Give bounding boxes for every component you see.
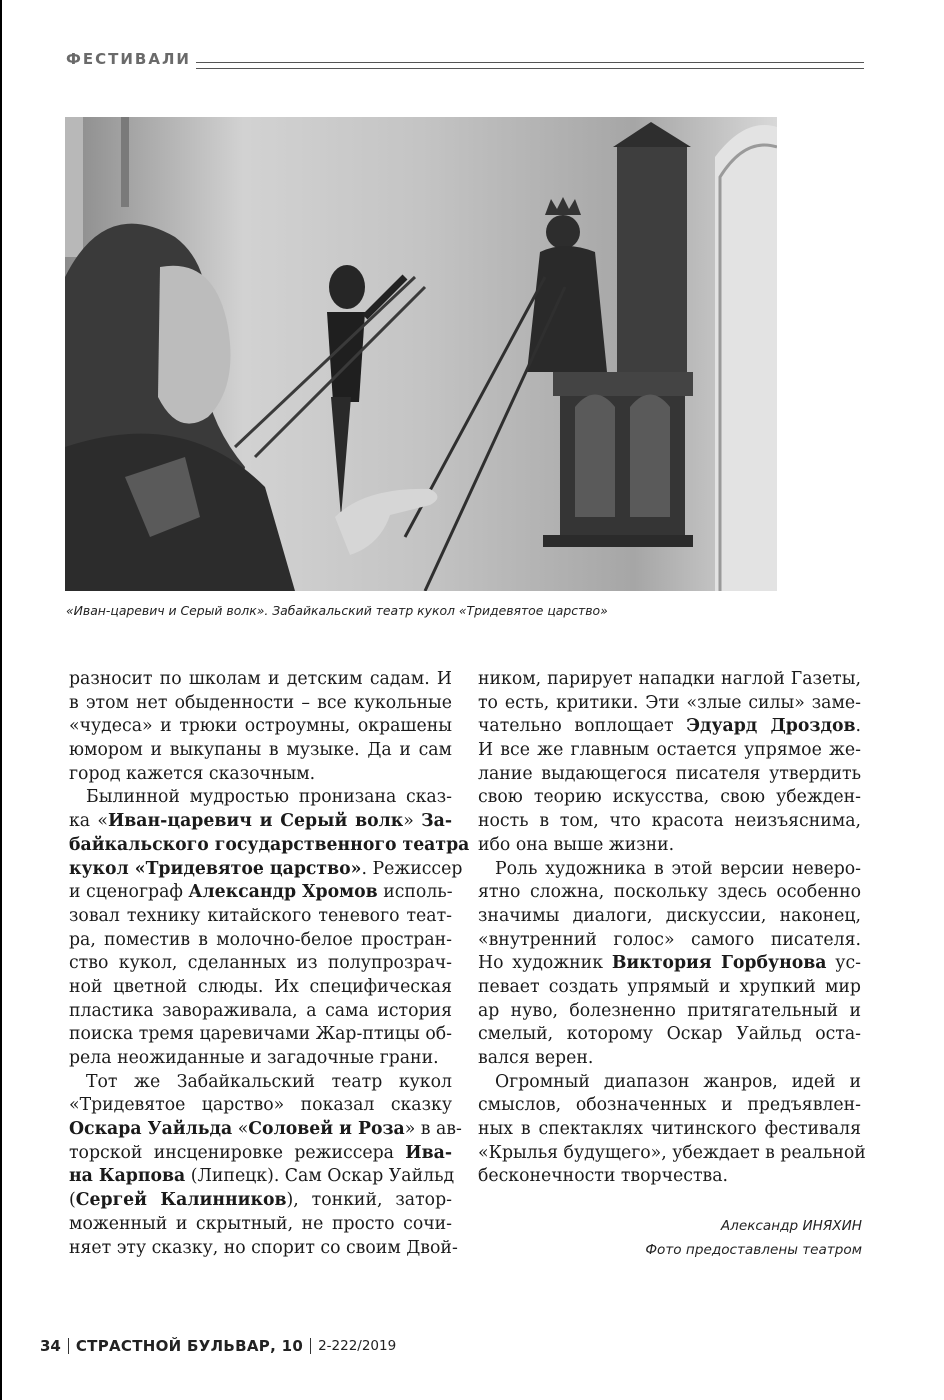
- text-segment: ником, парирует нападки наглой Газеты,: [478, 669, 861, 689]
- text-segment: юмором и выкупаны в музыке. Да и сам: [69, 740, 452, 761]
- bold-segment: Сергей Калинников: [75, 1190, 287, 1211]
- bold-segment: Виктория Горбунова: [611, 953, 827, 974]
- text-line: [69, 1189, 452, 1213]
- text-segment: ус-: [826, 953, 861, 974]
- text-line: [69, 1237, 458, 1261]
- photo-credit: Фото предоставлены театром: [645, 1242, 862, 1258]
- text-segment: .: [855, 716, 861, 737]
- text-line: [69, 1047, 452, 1071]
- text-line: [69, 1000, 452, 1024]
- bold-segment: Александр Хромов: [188, 882, 378, 903]
- bold-segment: Иван-царевич и Серый волк: [107, 811, 404, 832]
- text-line: [478, 1118, 861, 1142]
- text-segment: ство кукол, сделанных из полупрозрач-: [69, 953, 452, 974]
- text-line: [478, 881, 861, 905]
- section-rule: [196, 62, 864, 69]
- text-line: [478, 763, 861, 787]
- text-line: [69, 668, 452, 692]
- text-segment: рела неожиданные и загадочные грани.: [69, 1048, 439, 1068]
- bold-segment: Ива-: [405, 1142, 452, 1163]
- text-line: [69, 976, 452, 1000]
- bold-segment: на Карпова: [69, 1166, 186, 1187]
- section-header: [66, 50, 864, 70]
- bold-segment: байкальского государственного театра: [69, 834, 470, 855]
- text-segment: » в ав-: [404, 1119, 462, 1140]
- text-line: [478, 668, 861, 692]
- text-segment: ра, поместив в молочно-белое простран-: [69, 929, 452, 950]
- text-line: [69, 905, 452, 929]
- text-line: [478, 976, 861, 1000]
- text-segment: Тот же Забайкальский театр кукол: [86, 1071, 452, 1092]
- text-segment: моженный и скрытный, не просто сочи-: [69, 1213, 452, 1234]
- text-line: [69, 1142, 452, 1166]
- text-line: [478, 739, 861, 763]
- text-segment: бесконечности творчества.: [478, 1166, 729, 1187]
- text-line: [478, 1094, 861, 1118]
- text-segment: свою теорию искусства, свою убежден-: [478, 787, 861, 808]
- text-segment: няет эту сказку, но спорит со своим Двой-: [69, 1237, 458, 1258]
- text-segment: Но художник: [478, 953, 612, 974]
- text-line: [478, 1000, 861, 1024]
- page-border: [0, 0, 2, 1400]
- page-footer: [40, 1335, 396, 1357]
- bold-segment: Эдуард Дроздов: [686, 716, 856, 737]
- text-segment: (: [69, 1190, 76, 1211]
- text-line: [478, 952, 861, 976]
- footer-divider: [310, 1338, 311, 1354]
- text-segment: вался верен.: [478, 1048, 594, 1068]
- text-line: [69, 786, 452, 810]
- text-segment: ной цветной слюды. Их специфическая: [69, 976, 452, 997]
- text-segment: чательно воплощает: [478, 716, 687, 737]
- text-segment: Огромный диапазон жанров, идей и: [495, 1071, 861, 1092]
- text-line: [69, 715, 452, 739]
- text-line: [69, 1213, 452, 1237]
- text-segment: «чудеса» и трюки остроумны, окрашены: [69, 716, 452, 737]
- text-line: [478, 1142, 866, 1166]
- text-line: [69, 1094, 452, 1118]
- author-name: Александр ИНЯХИН: [720, 1218, 862, 1234]
- text-line: [69, 692, 452, 716]
- text-segment: смелый, которому Оскар Уайльд оста-: [478, 1024, 861, 1045]
- text-line: [478, 692, 861, 716]
- text-line: [69, 1071, 452, 1095]
- text-segment: пластика завораживала, а сама история: [69, 1000, 452, 1021]
- text-segment: (Липецк). Сам Оскар Уайльд: [185, 1166, 455, 1187]
- page-number: 34: [40, 1337, 61, 1355]
- text-line: [478, 905, 861, 929]
- text-segment: И все же главным остается упрямое же-: [478, 740, 861, 761]
- text-line: [478, 929, 861, 953]
- text-line: [69, 1118, 462, 1142]
- bold-segment: кукол «: [69, 858, 146, 879]
- text-line: [69, 834, 470, 858]
- text-line: [69, 929, 452, 953]
- text-segment: лание выдающегося писателя утвердить: [478, 763, 861, 784]
- text-line: [478, 1071, 861, 1095]
- text-line: [478, 1047, 861, 1071]
- text-line: [69, 1023, 452, 1047]
- magazine-name: СТРАСТНОЙ БУЛЬВАР, 10: [75, 1337, 304, 1355]
- text-segment: город кажется сказочным.: [69, 763, 316, 784]
- text-segment: поиска тремя царевичами Жар-птицы об-: [69, 1024, 452, 1045]
- text-line: [69, 952, 452, 976]
- article-photo: [65, 117, 777, 591]
- text-line: [69, 763, 452, 787]
- shadow-puppet-photo: [65, 117, 777, 591]
- text-segment: торской инсценировке режиссера: [69, 1142, 406, 1163]
- issue-number: 2-222/2019: [318, 1338, 397, 1354]
- text-segment: Роль художника в этой версии неверо-: [495, 858, 861, 879]
- text-segment: «Тридевятое царство» показал сказку: [69, 1095, 452, 1116]
- article-column-left: [69, 668, 470, 1260]
- bold-segment: За-: [421, 811, 452, 832]
- text-line: [69, 810, 452, 834]
- bold-segment: Тридевятое царство: [145, 858, 351, 879]
- article-column-right: [478, 668, 866, 1189]
- text-segment: то есть, критики. Эти «злые силы» заме-: [478, 692, 861, 713]
- text-segment: исполь-: [377, 882, 453, 903]
- footer-divider: [68, 1338, 69, 1354]
- text-segment: в этом нет обыденности – все кукольные: [69, 692, 452, 713]
- text-segment: ибо она выше жизни.: [478, 834, 675, 855]
- text-segment: значимы диалоги, дискуссии, наконец,: [478, 905, 861, 926]
- text-segment: ятно сложна, поскольку здесь особенно: [478, 882, 861, 903]
- text-line: [478, 786, 861, 810]
- text-segment: ка «: [69, 811, 108, 832]
- text-segment: «Крылья будущего», убеждает в реальной: [478, 1142, 866, 1163]
- text-segment: ных в спектаклях читинского фестиваля: [478, 1119, 861, 1140]
- text-line: [478, 1023, 861, 1047]
- text-segment: разносит по школам и детским садам. И: [69, 669, 452, 689]
- text-segment: «: [232, 1119, 249, 1140]
- text-segment: ар нуво, болезненно притягательный и: [478, 1000, 861, 1021]
- text-line: [69, 1165, 455, 1189]
- section-label: ФЕСТИВАЛИ: [66, 50, 191, 68]
- text-segment: . Режиссер: [361, 858, 463, 879]
- bold-segment: »: [350, 858, 362, 879]
- text-line: [478, 858, 861, 882]
- text-line: [478, 834, 861, 858]
- text-line: [69, 881, 452, 905]
- text-segment: и сценограф: [69, 882, 189, 903]
- article-signoff: [600, 1214, 862, 1262]
- text-segment: Былинной мудростью пронизана сказ-: [86, 787, 452, 808]
- photo-caption: «Иван-царевич и Серый волк». Забайкальский театр кукол «Тридевятое царство»: [66, 603, 608, 618]
- text-segment: ), тонкий, затор-: [286, 1190, 452, 1211]
- text-line: [478, 1165, 861, 1189]
- text-segment: ность в том, что красота неизъяснима,: [478, 811, 861, 832]
- text-line: [478, 810, 861, 834]
- text-segment: певает создать упрямый и хрупкий мир: [478, 976, 861, 997]
- bold-segment: Соловей и Роза: [248, 1119, 405, 1140]
- text-segment: смыслов, обозначенных и предъявлен-: [478, 1095, 861, 1116]
- text-segment: «внутренний голос» самого писателя.: [478, 929, 861, 950]
- text-line: [69, 739, 452, 763]
- text-segment: зовал технику китайского теневого теат-: [69, 905, 452, 926]
- text-line: [478, 715, 861, 739]
- text-segment: »: [403, 811, 422, 832]
- bold-segment: Оскара Уайльда: [69, 1119, 233, 1140]
- text-line: [69, 858, 463, 882]
